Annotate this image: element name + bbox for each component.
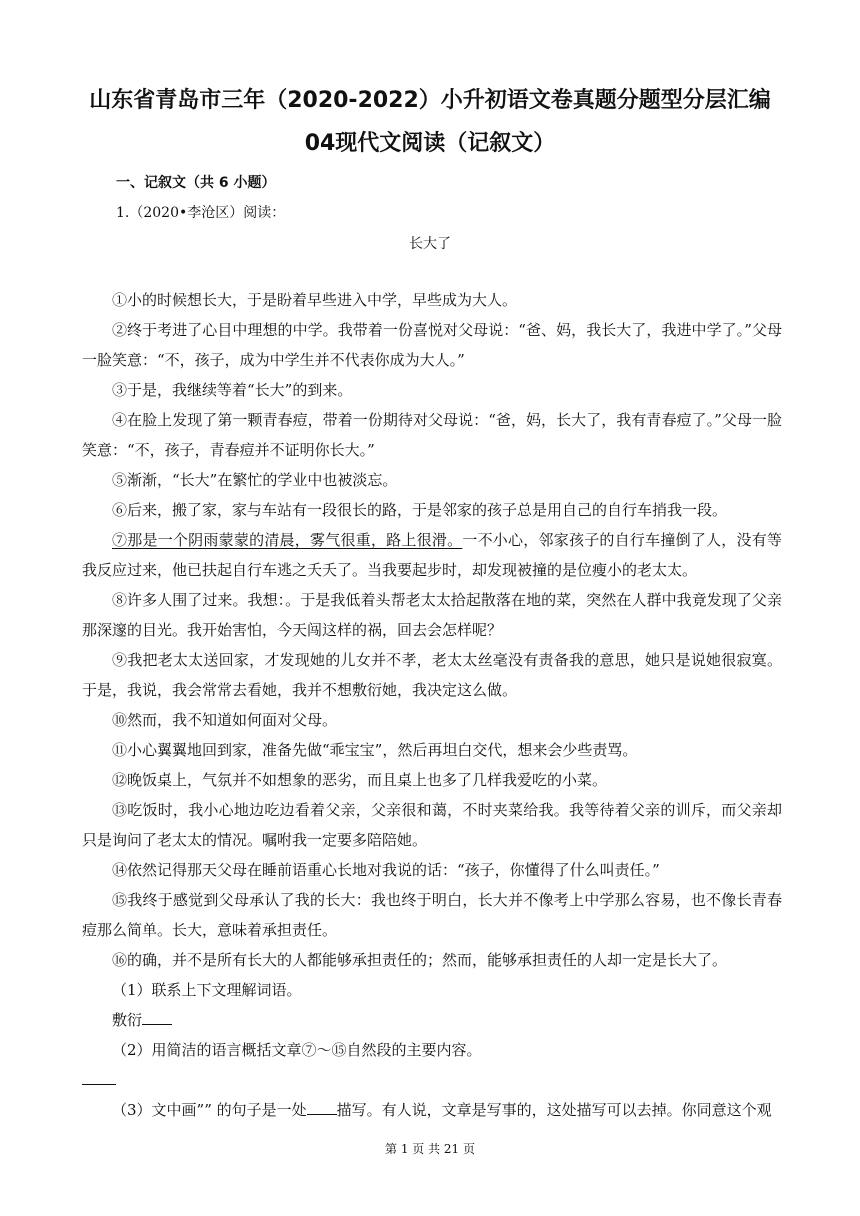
document-title-line1: 山东省青岛市三年（2020-2022）小升初语文卷真题分题型分层汇编 bbox=[89, 88, 771, 113]
passage-body bbox=[82, 285, 782, 1125]
paragraph-5: ⑤渐渐，“长大”在繁忙的学业中也被淡忘。 bbox=[112, 471, 398, 489]
question-3-part-a: （3）文中画”” 的句子是一处 bbox=[112, 1101, 307, 1119]
paragraph-11: ⑪小心翼翼地回到家，准备先做“乖宝宝”，然后再坦白交代，想来会少些责骂。 bbox=[112, 741, 638, 759]
paragraph-7 bbox=[82, 525, 782, 585]
paragraph-3: ③于是，我继续等着“长大”的到来。 bbox=[112, 381, 353, 399]
section-heading: 一、记叙文（共 6 小题） bbox=[116, 175, 276, 191]
question-2-answer-line bbox=[82, 1065, 782, 1095]
page-footer: 第 1 页 共 21 页 bbox=[385, 1142, 475, 1156]
question-1-answer-line bbox=[82, 1005, 782, 1035]
paragraph-15: ⑮我终于感觉到父母承认了我的长大：我也终于明白，长大并不像考上中学那么容易，也不像长青春痘那么简单。长大，意味着承担责任。 bbox=[82, 891, 782, 939]
paragraph-9: ⑨我把老太太送回家，才发现她的儿女并不孝，老太太丝毫没有责备我的意思，她只是说她很寂寞。于是，我说，我会常常去看她，我并不想敷衍她，我决定这么做。 bbox=[82, 651, 782, 699]
paragraph-1: ①小的时候想长大，于是盼着早些进入中学，早些成为大人。 bbox=[112, 291, 518, 309]
question-3 bbox=[82, 1095, 782, 1125]
paragraph-12: ⑫晚饭桌上，气氛并不如想象的恶劣，而且桌上也多了几样我爱吃的小菜。 bbox=[112, 771, 608, 789]
paragraph-2: ②终于考进了心目中理想的中学。我带着一份喜悦对父母说：“爸、妈，我长大了，我进中学了。”父母一脸笑意：“不，孩子，成为中学生并不代表你成为大人。” bbox=[82, 321, 782, 369]
paragraph-10: ⑩然而，我不知道如何面对父母。 bbox=[112, 711, 338, 729]
question-2: （2）用简洁的语言概括文章⑦～⑮自然段的主要内容。 bbox=[112, 1041, 482, 1059]
passage-title: 长大了 bbox=[409, 236, 451, 252]
paragraph-7-rest: 一不小心，邻家孩子的自行车撞倒了人，没有等我反应过来，他已扶起自行车逃之夭夭了。当我要起步时，却发现被撞的是位瘦小的老太太。 bbox=[82, 531, 782, 579]
answer-blank[interactable] bbox=[307, 1099, 337, 1115]
paragraph-14: ⑭依然记得那天父母在睡前语重心长地对我说的话：“孩子，你懂得了什么叫责任。” bbox=[112, 861, 660, 879]
answer-blank[interactable] bbox=[82, 1069, 116, 1085]
question-1: （1）联系上下文理解词语。 bbox=[112, 981, 302, 999]
underlined-sentence: ⑦那是一个阴雨蒙蒙的清晨，雾气很重，路上很滑。 bbox=[112, 531, 463, 549]
question-1-word: 敷衍 bbox=[112, 1011, 143, 1029]
paragraph-6: ⑥后来，搬了家，家与车站有一段很长的路，于是邻家的孩子总是用自己的自行车捎我一段。 bbox=[112, 501, 728, 519]
paragraph-13: ⑬吃饭时，我小心地边吃边看着父亲，父亲很和蔼，不时夹菜给我。我等待着父亲的训斥，而父亲却只是询问了老太太的情况。嘱咐我一定要多陪陪她。 bbox=[82, 801, 782, 849]
answer-blank[interactable] bbox=[142, 1009, 172, 1025]
paragraph-16: ⑯的确，并不是所有长大的人都能够承担责任的；然而，能够承担责任的人却一定是长大了。 bbox=[112, 951, 728, 969]
paragraph-8: ⑧许多人围了过来。我想：。于是我低着头帮老太太拾起散落在地的菜，突然在人群中我竟发现了父亲那深邃的目光。我开始害怕，今天闯这样的祸，回去会怎样呢？ bbox=[82, 591, 782, 639]
document-title-line2: 04现代文阅读（记叙文） bbox=[304, 131, 556, 156]
paragraph-4: ④在脸上发现了第一颗青春痘，带着一份期待对父母说：“爸，妈，长大了，我有青春痘了。”父母一脸笑意：“不，孩子，青春痘并不证明你长大。” bbox=[82, 411, 782, 459]
question-3-part-b: 描写。有人说，文章是写事的，这处描写可以去掉。你同意这个观 bbox=[336, 1101, 772, 1119]
question-heading: 1.（2020•李沧区）阅读： bbox=[116, 205, 286, 221]
